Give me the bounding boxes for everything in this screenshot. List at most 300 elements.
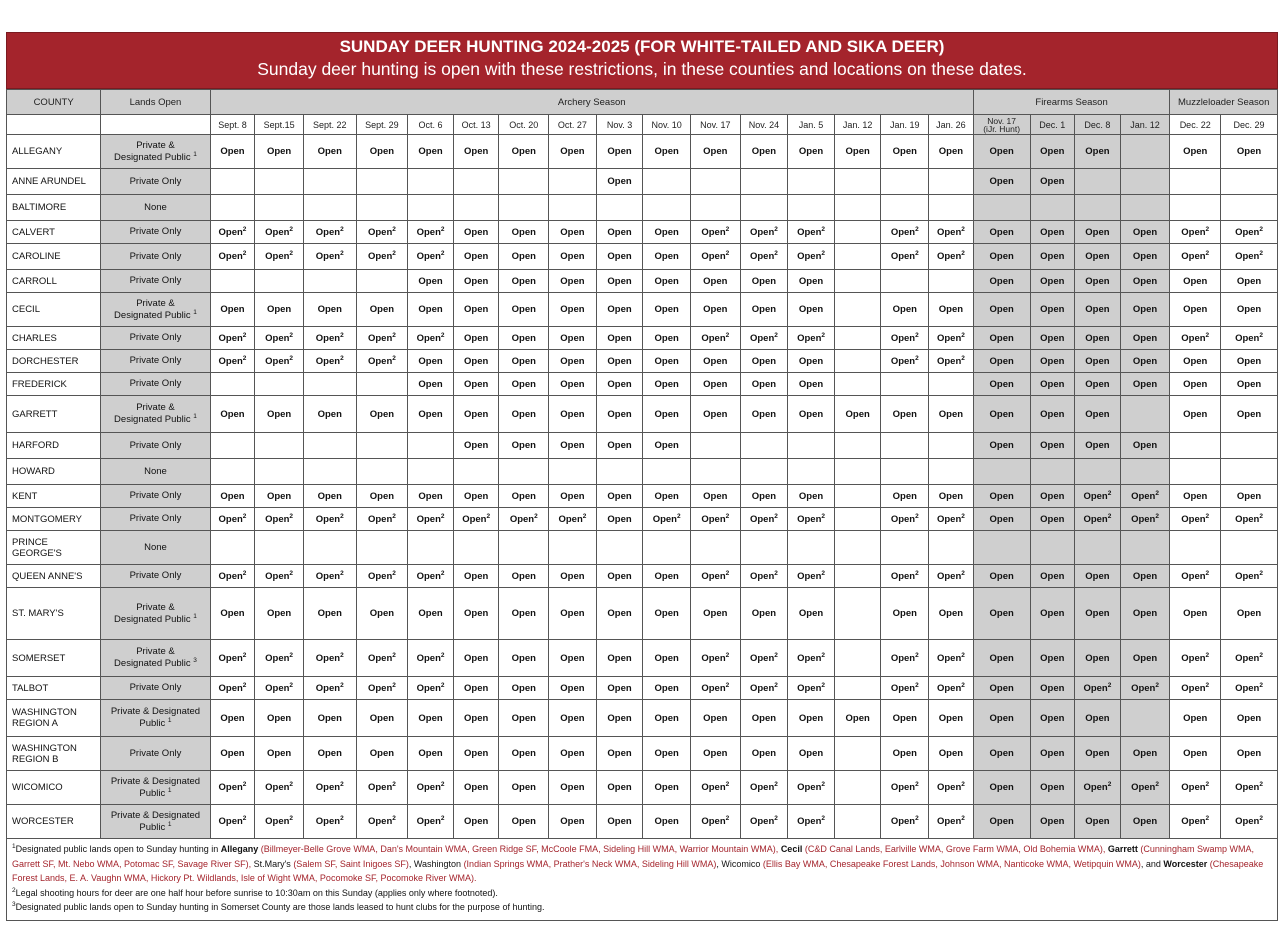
schedule-cell [1170, 195, 1221, 221]
schedule-cell [1170, 169, 1221, 195]
schedule-cell: Open [690, 270, 740, 293]
schedule-cell: Open [1120, 588, 1170, 640]
schedule-cell [834, 293, 881, 327]
date-header: Nov. 17 (iJr. Hunt) [973, 115, 1030, 135]
schedule-cell: Open [453, 485, 499, 508]
schedule-cell: Open [1120, 737, 1170, 771]
schedule-cell: Open [255, 135, 304, 169]
schedule-cell: Open [643, 135, 691, 169]
schedule-cell: Open [408, 588, 454, 640]
schedule-cell: Open [1120, 373, 1170, 396]
schedule-cell: Open [929, 135, 974, 169]
schedule-cell: Open [596, 327, 643, 350]
schedule-cell: Open [1120, 640, 1170, 677]
schedule-cell [643, 195, 691, 221]
schedule-cell: Open$^2$ [740, 771, 788, 805]
schedule-cell [834, 565, 881, 588]
schedule-cell [356, 531, 408, 565]
schedule-cell: Open [596, 508, 643, 531]
lands-open: None [101, 459, 210, 485]
county-name: HOWARD [7, 459, 101, 485]
schedule-cell: Open$^2$ [788, 771, 835, 805]
schedule-cell [881, 270, 929, 293]
schedule-cell: Open [740, 350, 788, 373]
lands-open: Private Only [101, 327, 210, 350]
schedule-cell [740, 459, 788, 485]
schedule-cell: Open [881, 135, 929, 169]
schedule-cell [453, 531, 499, 565]
schedule-cell [740, 169, 788, 195]
schedule-cell: Open [973, 565, 1030, 588]
schedule-cell [643, 169, 691, 195]
schedule-cell: Open [499, 244, 549, 270]
schedule-cell: Open [1030, 771, 1075, 805]
county-header: COUNTY [7, 90, 101, 115]
schedule-cell [834, 459, 881, 485]
schedule-cell [255, 433, 304, 459]
table-row [7, 135, 1278, 169]
schedule-cell: Open [1120, 433, 1170, 459]
date-header: Jan. 26 [929, 115, 974, 135]
table-row [7, 195, 1278, 221]
lands-open: Private Only [101, 508, 210, 531]
schedule-cell: Open [643, 677, 691, 700]
schedule-cell [1221, 459, 1278, 485]
schedule-cell: Open [643, 737, 691, 771]
schedule-cell [499, 195, 549, 221]
county-name: HARFORD [7, 433, 101, 459]
table-row [7, 531, 1278, 565]
schedule-cell [834, 771, 881, 805]
sunday-deer-hunting-sheet [6, 32, 1278, 921]
county-name: WORCESTER [7, 805, 101, 839]
schedule-cell: Open$^2$ [255, 565, 304, 588]
table-body [7, 135, 1278, 839]
schedule-cell [690, 195, 740, 221]
schedule-cell: Open [1030, 508, 1075, 531]
schedule-cell: Open [1075, 700, 1121, 737]
schedule-cell: Open [596, 565, 643, 588]
schedule-cell: Open$^2$ [210, 677, 255, 700]
schedule-cell: Open [881, 588, 929, 640]
schedule-cell: Open [740, 700, 788, 737]
hunting-schedule-table [6, 89, 1278, 839]
schedule-cell: Open [499, 396, 549, 433]
schedule-cell: Open [1030, 270, 1075, 293]
schedule-cell [690, 169, 740, 195]
schedule-cell: Open$^2$ [255, 805, 304, 839]
schedule-cell [303, 169, 356, 195]
schedule-cell [740, 433, 788, 459]
schedule-cell: Open [788, 737, 835, 771]
schedule-cell: Open [499, 350, 549, 373]
schedule-cell: Open [973, 373, 1030, 396]
schedule-cell: Open$^2$ [1075, 485, 1121, 508]
schedule-cell: Open [973, 135, 1030, 169]
schedule-cell [1120, 700, 1170, 737]
schedule-cell [881, 433, 929, 459]
schedule-cell: Open [596, 270, 643, 293]
schedule-cell [740, 531, 788, 565]
date-header: Nov. 3 [596, 115, 643, 135]
schedule-cell: Open [1030, 221, 1075, 244]
schedule-cell: Open [255, 737, 304, 771]
schedule-cell: Open [973, 805, 1030, 839]
schedule-cell: Open$^2$ [408, 221, 454, 244]
schedule-cell: Open$^2$ [1120, 485, 1170, 508]
date-header-blank [101, 115, 210, 135]
schedule-cell: Open$^2$ [255, 221, 304, 244]
schedule-cell: Open [1030, 588, 1075, 640]
schedule-cell: Open [596, 135, 643, 169]
schedule-cell: Open [740, 135, 788, 169]
schedule-cell: Open [499, 737, 549, 771]
schedule-cell: Open$^2$ [1170, 221, 1221, 244]
schedule-cell: Open [973, 350, 1030, 373]
schedule-cell [356, 270, 408, 293]
schedule-cell: Open$^2$ [740, 565, 788, 588]
schedule-cell: Open$^2$ [408, 640, 454, 677]
schedule-cell: Open [499, 221, 549, 244]
schedule-cell: Open$^2$ [740, 244, 788, 270]
schedule-cell: Open$^2$ [356, 508, 408, 531]
table-row [7, 327, 1278, 350]
date-header: Oct. 20 [499, 115, 549, 135]
schedule-cell: Open$^2$ [408, 508, 454, 531]
schedule-cell [929, 270, 974, 293]
table-row [7, 459, 1278, 485]
schedule-cell [255, 195, 304, 221]
schedule-cell: Open [1030, 737, 1075, 771]
schedule-cell: Open [1075, 350, 1121, 373]
schedule-cell: Open$^2$ [303, 805, 356, 839]
schedule-cell: Open [643, 221, 691, 244]
schedule-cell: Open [499, 433, 549, 459]
schedule-cell: Open [408, 700, 454, 737]
schedule-cell: Open [549, 350, 597, 373]
schedule-cell: Open [1030, 327, 1075, 350]
schedule-cell: Open$^2$ [210, 244, 255, 270]
schedule-cell [1221, 433, 1278, 459]
table-row [7, 805, 1278, 839]
schedule-cell [210, 433, 255, 459]
schedule-cell: Open [690, 396, 740, 433]
schedule-cell: Open$^2$ [210, 327, 255, 350]
schedule-cell: Open [973, 588, 1030, 640]
date-header: Dec. 29 [1221, 115, 1278, 135]
schedule-cell: Open [929, 588, 974, 640]
schedule-cell: Open [1221, 293, 1278, 327]
date-header: Nov. 10 [643, 115, 691, 135]
schedule-cell: Open [929, 737, 974, 771]
schedule-cell: Open$^2$ [356, 327, 408, 350]
schedule-cell: Open$^2$ [929, 640, 974, 677]
schedule-cell [408, 531, 454, 565]
schedule-cell: Open [788, 700, 835, 737]
table-row [7, 565, 1278, 588]
schedule-cell: Open$^2$ [549, 508, 597, 531]
schedule-cell [643, 459, 691, 485]
lands-open: Private & Designated Public $^1$ [101, 293, 210, 327]
footnote-3: $^3$Designated public lands open to Sunday hunting in Somerset County are those lands leased to hunt clubs for the purpose of hunting. [12, 901, 545, 912]
schedule-cell: Open$^2$ [1170, 327, 1221, 350]
schedule-cell [690, 433, 740, 459]
schedule-cell: Open [1075, 270, 1121, 293]
schedule-cell: Open$^2$ [303, 677, 356, 700]
schedule-cell: Open [596, 700, 643, 737]
schedule-cell: Open [210, 396, 255, 433]
schedule-cell [408, 459, 454, 485]
schedule-cell: Open [408, 373, 454, 396]
schedule-cell: Open [453, 221, 499, 244]
table-row [7, 737, 1278, 771]
schedule-cell [1170, 433, 1221, 459]
schedule-cell [834, 805, 881, 839]
schedule-cell [834, 433, 881, 459]
table-row [7, 677, 1278, 700]
schedule-cell [210, 169, 255, 195]
schedule-cell: Open$^2$ [929, 565, 974, 588]
schedule-cell [834, 373, 881, 396]
schedule-cell [303, 373, 356, 396]
schedule-cell: Open [356, 588, 408, 640]
schedule-cell [788, 459, 835, 485]
schedule-cell: Open [1170, 135, 1221, 169]
table-row [7, 244, 1278, 270]
schedule-cell [408, 195, 454, 221]
schedule-cell: Open [1221, 373, 1278, 396]
lands-open: Private Only [101, 169, 210, 195]
schedule-cell [881, 373, 929, 396]
schedule-cell: Open$^2$ [1221, 677, 1278, 700]
schedule-cell: Open [453, 350, 499, 373]
schedule-cell [881, 459, 929, 485]
lands-open: Private & Designated Public $^1$ [101, 700, 210, 737]
schedule-cell [596, 459, 643, 485]
schedule-cell: Open [643, 373, 691, 396]
schedule-cell [1221, 531, 1278, 565]
schedule-cell: Open$^2$ [255, 677, 304, 700]
schedule-cell: Open$^2$ [929, 508, 974, 531]
lands-open: Private & Designated Public $^3$ [101, 640, 210, 677]
schedule-cell [929, 531, 974, 565]
schedule-cell: Open$^2$ [408, 244, 454, 270]
schedule-cell [596, 195, 643, 221]
schedule-cell: Open$^2$ [255, 327, 304, 350]
schedule-cell [834, 531, 881, 565]
schedule-cell: Open [1221, 485, 1278, 508]
schedule-cell: Open [1030, 244, 1075, 270]
county-name: BALTIMORE [7, 195, 101, 221]
schedule-cell: Open [596, 640, 643, 677]
schedule-cell: Open [356, 135, 408, 169]
schedule-cell [499, 531, 549, 565]
schedule-cell: Open [596, 169, 643, 195]
schedule-cell: Open [549, 293, 597, 327]
footnote-2: $^2$Legal shooting hours for deer are one half hour before sunrise to 10:30am on this Sunday (applies only where footnoted). [12, 886, 498, 898]
schedule-cell: Open [881, 293, 929, 327]
schedule-cell: Open$^2$ [499, 508, 549, 531]
schedule-cell: Open [929, 293, 974, 327]
schedule-cell: Open [643, 700, 691, 737]
schedule-cell [834, 737, 881, 771]
date-header: Oct. 6 [408, 115, 454, 135]
schedule-cell: Open [1170, 485, 1221, 508]
schedule-cell [255, 169, 304, 195]
schedule-cell [1075, 169, 1121, 195]
schedule-cell: Open [499, 293, 549, 327]
county-name: GARRETT [7, 396, 101, 433]
county-name: FREDERICK [7, 373, 101, 396]
schedule-cell: Open [356, 485, 408, 508]
schedule-cell: Open [643, 244, 691, 270]
county-name: CARROLL [7, 270, 101, 293]
schedule-cell [690, 531, 740, 565]
schedule-cell: Open [255, 485, 304, 508]
schedule-cell: Open [1120, 565, 1170, 588]
schedule-cell [1221, 195, 1278, 221]
schedule-cell [356, 169, 408, 195]
schedule-cell [788, 195, 835, 221]
schedule-cell: Open$^2$ [356, 221, 408, 244]
schedule-cell: Open [255, 588, 304, 640]
schedule-cell: Open [1030, 373, 1075, 396]
table-row [7, 700, 1278, 737]
schedule-cell: Open [596, 293, 643, 327]
schedule-cell: Open [499, 677, 549, 700]
schedule-cell: Open$^2$ [788, 565, 835, 588]
schedule-cell: Open [408, 737, 454, 771]
schedule-cell [408, 433, 454, 459]
schedule-cell: Open [973, 737, 1030, 771]
schedule-cell: Open$^2$ [1221, 221, 1278, 244]
schedule-cell: Open$^2$ [929, 350, 974, 373]
schedule-cell: Open [453, 677, 499, 700]
schedule-cell: Open [1170, 373, 1221, 396]
schedule-cell: Open [596, 373, 643, 396]
schedule-cell: Open [499, 373, 549, 396]
date-header: Nov. 24 [740, 115, 788, 135]
schedule-cell: Open [1030, 700, 1075, 737]
schedule-cell [1030, 531, 1075, 565]
schedule-cell: Open [1075, 293, 1121, 327]
county-name: MONTGOMERY [7, 508, 101, 531]
schedule-cell: Open$^2$ [881, 565, 929, 588]
schedule-cell: Open [210, 293, 255, 327]
schedule-cell [1120, 459, 1170, 485]
schedule-cell: Open [1030, 485, 1075, 508]
schedule-cell: Open [1221, 588, 1278, 640]
schedule-cell [453, 169, 499, 195]
schedule-cell: Open$^2$ [788, 244, 835, 270]
schedule-cell: Open [303, 737, 356, 771]
schedule-cell: Open$^2$ [1170, 244, 1221, 270]
schedule-cell: Open [690, 135, 740, 169]
schedule-cell: Open$^2$ [740, 640, 788, 677]
schedule-cell [881, 195, 929, 221]
schedule-cell: Open [408, 270, 454, 293]
county-name: CHARLES [7, 327, 101, 350]
schedule-cell: Open [408, 350, 454, 373]
schedule-cell: Open [255, 293, 304, 327]
schedule-cell: Open$^2$ [303, 221, 356, 244]
schedule-cell: Open [499, 640, 549, 677]
schedule-cell [1030, 459, 1075, 485]
schedule-cell [1120, 195, 1170, 221]
schedule-cell [210, 195, 255, 221]
schedule-cell: Open [881, 700, 929, 737]
schedule-cell: Open [740, 373, 788, 396]
schedule-cell: Open [303, 293, 356, 327]
schedule-cell: Open [1030, 169, 1075, 195]
schedule-cell: Open [596, 221, 643, 244]
schedule-cell [210, 373, 255, 396]
schedule-cell: Open [1120, 805, 1170, 839]
schedule-cell: Open [596, 805, 643, 839]
schedule-cell: Open [549, 771, 597, 805]
schedule-cell: Open [453, 700, 499, 737]
schedule-cell: Open [453, 135, 499, 169]
lands-open: Private Only [101, 244, 210, 270]
county-name: QUEEN ANNE'S [7, 565, 101, 588]
lands-open: Private & Designated Public $^1$ [101, 771, 210, 805]
schedule-cell: Open [549, 270, 597, 293]
schedule-cell: Open [740, 270, 788, 293]
schedule-cell: Open [1221, 270, 1278, 293]
schedule-cell: Open [255, 700, 304, 737]
schedule-cell: Open [1075, 244, 1121, 270]
schedule-cell [788, 433, 835, 459]
schedule-cell [690, 459, 740, 485]
schedule-cell: Open [643, 293, 691, 327]
schedule-cell [643, 531, 691, 565]
schedule-cell: Open [643, 771, 691, 805]
schedule-cell: Open [1170, 737, 1221, 771]
schedule-cell [881, 169, 929, 195]
schedule-cell: Open$^2$ [881, 508, 929, 531]
schedule-cell: Open$^2$ [356, 677, 408, 700]
date-header: Sept. 22 [303, 115, 356, 135]
schedule-cell: Open [596, 677, 643, 700]
schedule-cell: Open [1120, 221, 1170, 244]
schedule-cell: Open$^2$ [929, 805, 974, 839]
schedule-cell: Open [788, 373, 835, 396]
table-row [7, 771, 1278, 805]
schedule-cell: Open [1170, 396, 1221, 433]
schedule-cell [549, 531, 597, 565]
schedule-cell: Open [596, 737, 643, 771]
schedule-cell: Open$^2$ [255, 640, 304, 677]
schedule-cell: Open$^2$ [210, 771, 255, 805]
county-name: SOMERSET [7, 640, 101, 677]
schedule-cell: Open [788, 350, 835, 373]
lands-open: Private & Designated Public $^1$ [101, 135, 210, 169]
footnotes [6, 839, 1278, 921]
schedule-cell: Open [596, 350, 643, 373]
schedule-cell: Open [453, 293, 499, 327]
date-header: Oct. 13 [453, 115, 499, 135]
schedule-cell: Open [549, 588, 597, 640]
schedule-cell: Open$^2$ [929, 221, 974, 244]
schedule-cell: Open [303, 485, 356, 508]
schedule-cell: Open [1030, 135, 1075, 169]
schedule-cell: Open$^2$ [210, 805, 255, 839]
schedule-cell [834, 244, 881, 270]
schedule-cell [834, 350, 881, 373]
county-name: DORCHESTER [7, 350, 101, 373]
schedule-cell: Open$^2$ [303, 508, 356, 531]
schedule-cell: Open [499, 565, 549, 588]
